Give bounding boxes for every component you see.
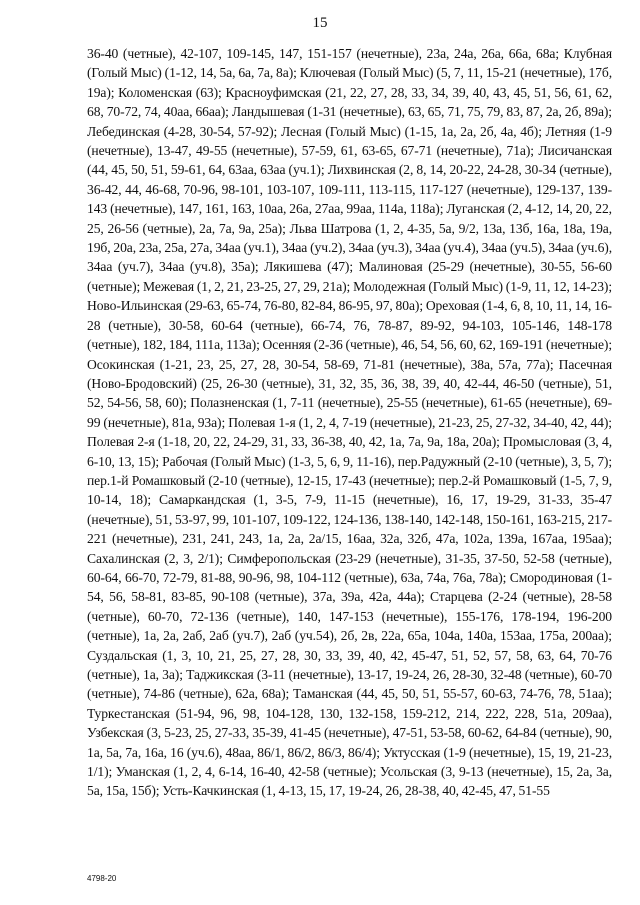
page-number: 15 [312,15,328,31]
footer-document-code: 4798-20 [87,874,117,883]
street-list-text: 36-40 (четные), 42-107, 109-145, 147, 151-157 (нечетные), 23а, 24а, 26а, 66а, 68а; Клубная (Голый Мыс) (1-12, 14, 5а, 6а, 7а, 8а); Ключевая (Голый Мыс) (5, 7, 11, 15-21 (нечетные), 17б, 19а); Коломенская (63); Красноуфимская (21, 22, 27, 28, 33, 34, 39, 40, 43, 45, 51, 56, 61, 62, 68, 70-72, 74, 40аа, 66аа); Ландышевая (1-31 (нечетные), 63, 65, 71, 75, 79, 83, 87, 2а, 2б, 89а); Лебединская (4-28, 30-54, 57-92); Лесная (Голый Мыс) (1-15, 1а, 2а, 2б, 4а, 4б); Летняя (1-9 (нечетные), 13-47, 49-55 (нечетные), 57-59, 61, 63-65, 67-71 (нечетные), 71а); Лисичанская (44, 45, 50, 51, 59-61, 64, 63аа, 63аа (уч.1); Лихвинская (2, 8, 14, 20-22, 24-28, 30-34 (четные), 36-42, 44, 46-68, 70-96, 98-101, 103-107, 109-111, 113-115, 117-127 (нечетные), 129-137, 139-143 (нечетные), 147, 161, 163, 10аа, 26а, 27аа, 99аа, 114а, 118а); Луганская (2, 4-12, 14, 20, 22, 25, 26-56 (четные), 2а, 7а, 9а, 25а); Льва Шатрова (1, 2, 4-35, 5а, 9/2, 13а, 13б, 16а, 18а, 19а, 19б, 20а, 23а, 25а, 27а, 34аа (уч.1), 34аа (уч.2), 34аа (уч.3), 34аа (уч.4), 34аа (уч.5), 34аа (уч.6), 34аа (уч.7), 34аа (уч.8), 35а); Лякишева (47); Малиновая (25-29 (нечетные), 30-55, 56-60 (четные); Межевая (1, 2, 21, 23-25, 27, 29, 21а); Молодежная (Голый Мыс) (1-9, 11, 12, 14-23); Ново-Ильинская (29-63, 65-74, 76-80, 82-84, 86-95, 97, 80а); Ореховая (1-4, 6, 8, 10, 11, 14, 16-28 (четные), 30-58, 60-64 (четные), 66-74, 76, 78-87, 89-92, 94-103, 105-146, 148-178 (четные), 182, 184, 111а, 113а); Осенняя (2-36 (четные), 46, 54, 56, 60, 62, 169-191 (нечетные); Осокинская (1-21, 23, 25, 27, 28, 30-54, 58-69, 71-81 (нечетные), 38а, 57а, 77а); Пасечная (Ново-Бродовский) (25, 26-30 (четные), 31, 32, 35, 36, 38, 39, 40, 42-44, 46-50 (четные), 51, 52, 54-56, 58, 60); Полазненская (1, 7-11 (нечетные), 25-55 (нечетные), 61-65 (нечетные), 69-99 (нечетные), 81а, 93а); Полевая 1-я (1, 2, 4, 7-19 (нечетные), 21-23, 25, 27-32, 34-40, 42, 44); Полевая 2-я (1-18, 20, 22, 24-29, 31, 33, 36-38, 40, 42, 1а, 7а, 9а, 18а, 20а); Промысловая (3, 4, 6-10, 13, 15); Рабочая (Голый Мыс) (1-3, 5, 6, 9, 11-16), пер.Радужный (2-10 (четные), 3, 5, 7); пер.1-й Ромашковый (2-10 (четные), 12-15, 17-43 (нечетные); пер.2-й Ромашковый (1-5, 7, 9, 10-14, 18); Самаркандская (1, 3-5, 7-9, 11-15 (нечетные), 16, 17, 19-29, 31-33, 35-47 (нечетные), 51, 53-97, 99, 101-107, 109-122, 124-136, 138-140, 142-148, 150-161, 163-215, 217-221 (нечетные), 231, 241, 243, 1а, 2а, 2а/15, 16аа, 32а, 32б, 47а, 102а, 139а, 167аа, 195аа); Сахалинская (2, 3, 2/1); Симферопольская (23-29 (нечетные), 31-35, 37-50, 52-58 (четные), 60-64, 66-70, 72-79, 81-88, 90-96, 98, 104-112 (четные), 63а, 74а, 76а, 78а); Смородиновая (1-54, 56, 58-81, 83-85, 90-108 (четные), 37а, 39а, 42а, 44а); Старцева (2-24 (четные), 28-58 (четные), 60-70, 72-136 (четные), 140, 147-153 (нечетные), 155-176, 178-194, 196-200 (четные), 1а, 2а, 2аб, 2аб (уч.7), 2аб (уч.54), 2б, 2в, 22а, 65а, 104а, 140а, 153аа, 175а, 200аа); Суздальская (1, 3, 10, 21, 25, 27, 28, 30, 33, 39, 40, 42, 45-47, 51, 52, 57, 58, 63, 64, 70-76 (четные), 1а, 3а); Таджикская (3-11 (нечетные), 13-17, 19-24, 26, 28-30, 32-48 (четные), 60-70 (четные), 74-86 (четные), 62а, 68а); Таманская (44, 45, 50, 51, 55-57, 60-63, 74-76, 78, 51аа); Туркестанская (51-94, 96, 98, 104-128, 130, 132-158, 159-212, 214, 222, 228, 51а, 209аа), Узбекская (3, 5-23, 25, 27-33, 35-39, 41-45 (нечетные), 47-51, 53-58, 60-62, 64-84 (четные), 90, 1а, 5а, 7а, 16а, 16 (уч.6), 48аа, 86/1, 86/2, 86/3, 86/4); Уктусская (1-9 (нечетные), 15, 19, 21-23, 1/1); Уманская (1, 2, 4, 6-14, 16-40, 42-58 (четные); Усольская (3, 9-13 (нечетные), 15, 2а, 3а, 5а, 15а, 15б); Усть-Качкинская (1, 4-13, 15, 17, 19-24, 26, 28-38, 40, 42-45, 47, 51-55 [87,46,612,799]
